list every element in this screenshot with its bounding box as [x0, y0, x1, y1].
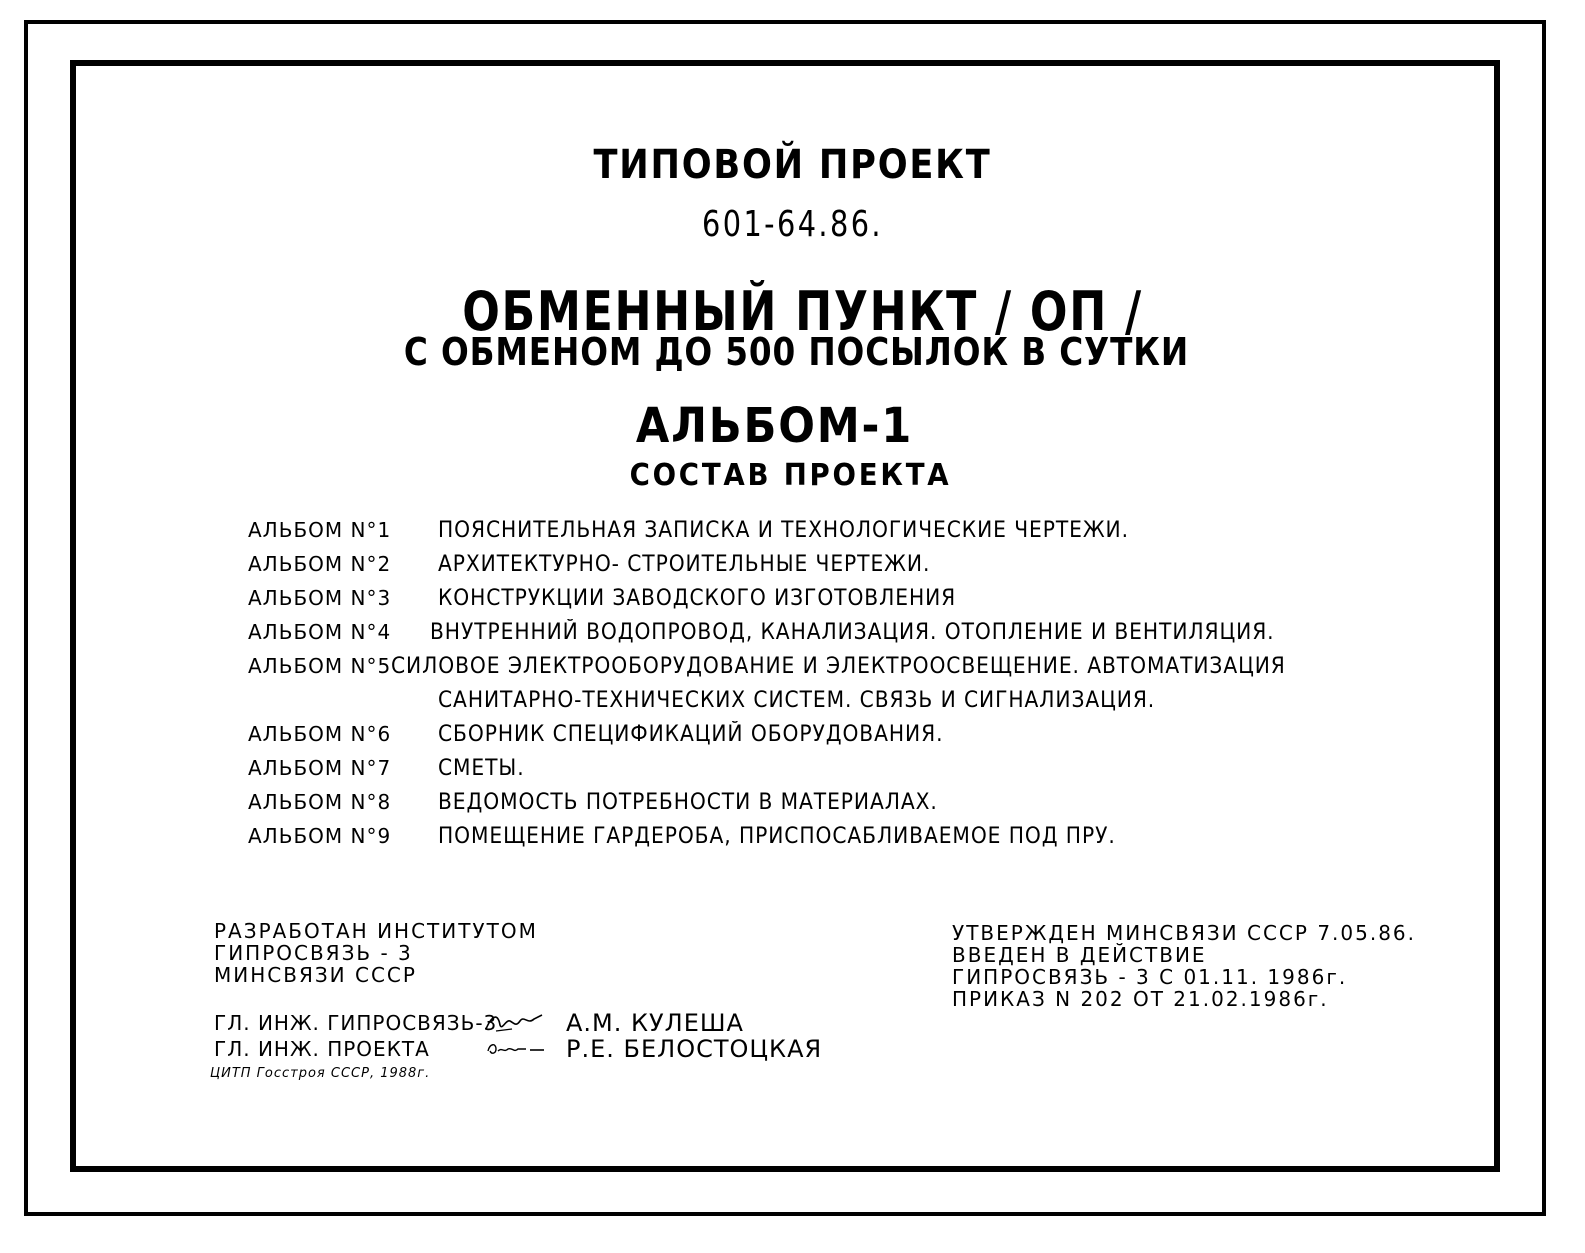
album-row-6 [248, 722, 1348, 756]
album-label: АЛЬБОМ N°7 [248, 756, 392, 780]
album-row-5-continuation [248, 688, 1348, 722]
album-title: АЛЬБОМ-1 [635, 398, 914, 454]
album-row-3 [248, 586, 1348, 620]
album-row-9 [248, 824, 1348, 858]
approval-line: ГИПРОСВЯЗЬ - 3 С 01.11. 1986г. [952, 965, 1348, 989]
album-label: АЛЬБОМ N°5 [248, 654, 392, 678]
album-row-1 [248, 518, 1348, 552]
document-type: ТИПОВОЙ ПРОЕКТ [593, 142, 992, 188]
approval-line: УТВЕРЖДЕН МИНСВЯЗИ СССР 7.05.86. [952, 921, 1417, 945]
album-label: АЛЬБОМ N°6 [248, 722, 392, 746]
approval-line: ВВЕДЕН В ДЕЙСТВИЕ [952, 943, 1207, 967]
developer-line: МИНСВЯЗИ СССР [214, 963, 417, 987]
object-name: ОБМЕННЫЙ ПУНКТ / ОП / [462, 280, 1143, 343]
handwritten-signature-icon [482, 1011, 562, 1035]
album-description: СБОРНИК СПЕЦИФИКАЦИЙ ОБОРУДОВАНИЯ. [438, 722, 944, 747]
album-description: СИЛОВОЕ ЭЛЕКТРООБОРУДОВАНИЕ И ЭЛЕКТРООСВЕЩЕНИЕ. АВТОМАТИЗАЦИЯ [391, 654, 1286, 679]
album-description: ВЕДОМОСТЬ ПОТРЕБНОСТИ В МАТЕРИАЛАХ. [438, 790, 938, 815]
album-description: ПОЯСНИТЕЛЬНАЯ ЗАПИСКА И ТЕХНОЛОГИЧЕСКИЕ ЧЕРТЕЖИ. [438, 518, 1129, 543]
developer-block [214, 920, 538, 986]
album-label: АЛЬБОМ N°9 [248, 824, 392, 848]
signer-name: Р.Е. БЕЛОСТОЦКАЯ [566, 1035, 823, 1063]
composition-title: СОСТАВ ПРОЕКТА [629, 458, 952, 493]
developer-line: ГИПРОСВЯЗЬ - 3 [214, 941, 413, 965]
signature-role: ГЛ. ИНЖ. ГИПРОСВЯЗЬ-3 [214, 1011, 498, 1035]
approval-block [952, 922, 1416, 1010]
album-description: КОНСТРУКЦИИ ЗАВОДСКОГО ИЗГОТОВЛЕНИЯ [438, 586, 957, 611]
album-label: АЛЬБОМ N°8 [248, 790, 392, 814]
album-label: АЛЬБОМ N°3 [248, 586, 392, 610]
project-number: 601-64.86. [702, 204, 883, 245]
album-label: АЛЬБОМ N°2 [248, 552, 392, 576]
album-row-2 [248, 552, 1348, 586]
publisher-note: ЦИТП Госстроя СССР, 1988г. [210, 1066, 431, 1081]
album-label: АЛЬБОМ N°4 [248, 620, 392, 644]
album-row-8 [248, 790, 1348, 824]
album-row-5 [248, 654, 1348, 688]
signature-role: ГЛ. ИНЖ. ПРОЕКТА [214, 1037, 430, 1061]
album-row-4 [248, 620, 1348, 654]
album-description: АРХИТЕКТУРНО- СТРОИТЕЛЬНЫЕ ЧЕРТЕЖИ. [438, 552, 931, 577]
signer-name: А.М. КУЛЕША [566, 1009, 744, 1037]
signature-row-project-engineer [214, 1036, 822, 1062]
handwritten-signature-icon [482, 1037, 562, 1061]
signature-row-chief-engineer [214, 1010, 822, 1036]
album-description: ВНУТРЕННИЙ ВОДОПРОВОД, КАНАЛИЗАЦИЯ. ОТОПЛЕНИЕ И ВЕНТИЛЯЦИЯ. [430, 620, 1275, 645]
album-description-continuation: САНИТАРНО-ТЕХНИЧЕСКИХ СИСТЕМ. СВЯЗЬ И СИГНАЛИЗАЦИЯ. [438, 688, 1156, 713]
album-list [248, 518, 1348, 858]
album-description: СМЕТЫ. [438, 756, 525, 781]
album-description: ПОМЕЩЕНИЕ ГАРДЕРОБА, ПРИСПОСАБЛИВАЕМОЕ ПОД ПРУ. [438, 824, 1116, 849]
object-subtitle: С ОБМЕНОМ ДО 500 ПОСЫЛОК В СУТКИ [403, 330, 1190, 374]
approval-line: ПРИКАЗ N 202 ОТ 21.02.1986г. [952, 987, 1329, 1011]
signatures-block [214, 1010, 822, 1062]
album-label: АЛЬБОМ N°1 [248, 518, 392, 542]
album-row-7 [248, 756, 1348, 790]
developer-line: РАЗРАБОТАН ИНСТИТУТОМ [214, 919, 538, 943]
